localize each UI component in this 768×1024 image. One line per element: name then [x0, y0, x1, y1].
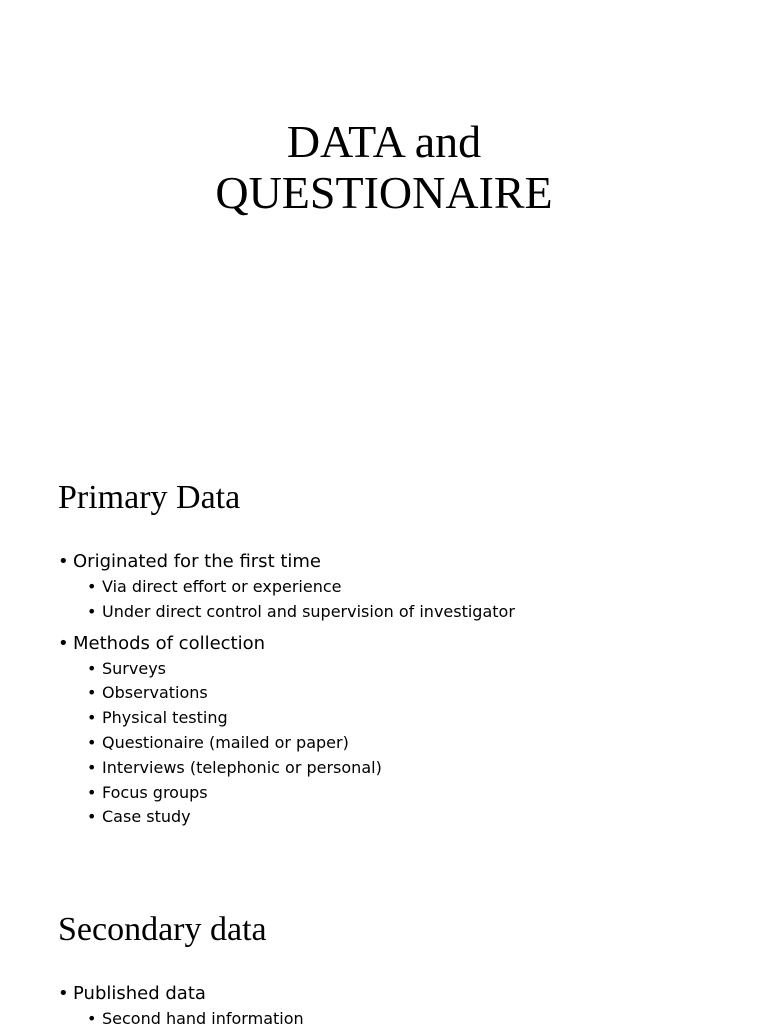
sub-bullet-item: • Observations	[73, 681, 515, 706]
sub-bullet-list	[73, 575, 515, 625]
sub-bullet-item: • Interviews (telephonic or personal)	[73, 756, 515, 781]
sub-bullet-list	[73, 657, 515, 831]
bullet-text: Originated for the first time	[73, 551, 322, 572]
sub-bullet-item: • Questionaire (mailed or paper)	[73, 731, 515, 756]
bullet-text: Methods of collection	[73, 632, 266, 654]
presentation-title	[0, 116, 768, 218]
sub-bullet-item: • Surveys	[73, 657, 515, 682]
primary-data-slide	[0, 432, 768, 864]
sub-bullet-item: • Under direct control and supervision of investigator	[73, 600, 515, 625]
bullet-item	[58, 633, 515, 831]
title-slide	[0, 0, 768, 432]
sub-bullet-item: • Case study	[73, 805, 515, 830]
sub-bullet-item: • Physical testing	[73, 706, 515, 731]
presentation-title-line-1: DATA and	[286, 116, 482, 167]
bullet-text: Published data	[73, 983, 206, 1004]
sub-bullet-item: • Focus groups	[73, 781, 515, 806]
secondary-data-slide	[0, 864, 768, 1024]
slide-title: Secondary data	[58, 911, 267, 948]
bullet-item	[58, 983, 304, 1024]
sub-bullet-item: • Via direct effort or experience	[73, 575, 515, 600]
presentation-title-line-2: QUESTIONAIRE	[215, 167, 553, 218]
bullet-list	[58, 983, 304, 1024]
slide-title: Primary Data	[58, 479, 241, 516]
bullet-list	[58, 551, 515, 838]
bullet-item	[58, 551, 515, 625]
sub-bullet-item: • Second hand information	[73, 1007, 304, 1024]
sub-bullet-list	[73, 1007, 304, 1024]
